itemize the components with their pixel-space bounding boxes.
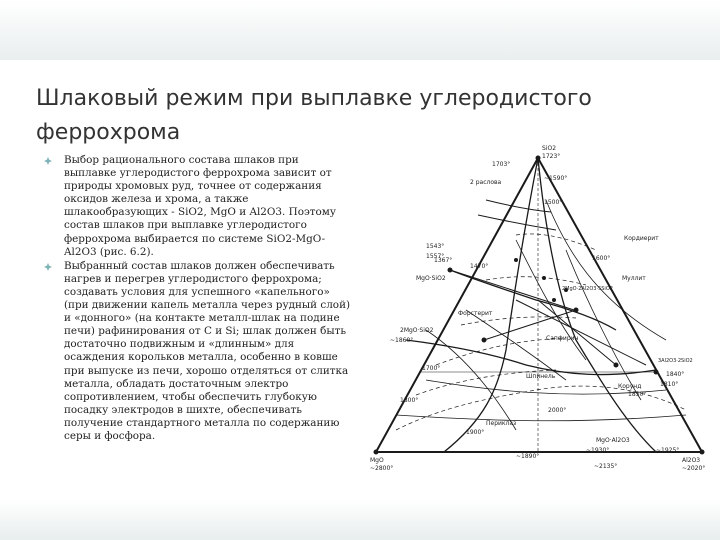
temp-label: 1700°: [422, 365, 441, 372]
bullet-marker-icon: [44, 263, 52, 271]
bullet-text: Выбор рационального состава шлаков при выплавке углеродистого феррохрома зависит от природы хромовых руд, точнее от содержания оксидов железа и хрома, а также шлакообразующих - SiO2, MgO и Al2O3. Поэтому состав шлаков при выплавке углеродистого феррохрома выбирается по системе SiO2-MgO-Al2O3 (рис. 6.2).: [64, 154, 336, 258]
apex-top-label: SiO2: [542, 145, 557, 152]
temp-label: ~1590°: [544, 175, 568, 182]
temp-label: 1840°: [666, 371, 685, 378]
forsterite-formula-label: 2MgO·SiO2: [400, 327, 434, 334]
bullet-item: [42, 154, 352, 259]
temp-label: ~2135°: [594, 463, 618, 470]
forsterite-label: Форстерит: [458, 310, 493, 317]
temp-label: 2000°: [548, 407, 567, 414]
bullet-marker-icon: [44, 157, 52, 165]
temp-label: 1850°: [628, 391, 647, 398]
two-liquids-label: 2 раслова: [470, 179, 502, 186]
temp-label: 1557°: [426, 253, 445, 260]
temp-label: ~1925°: [656, 447, 680, 454]
phase-diagram: [366, 140, 720, 486]
temp-label: 1470°: [470, 263, 489, 270]
apex-right-label: Al2O3: [682, 457, 701, 464]
temp-label: 1600°: [592, 255, 611, 262]
apex-left-label: MgO: [370, 457, 384, 464]
temp-label: 1810°: [660, 381, 679, 388]
temp-label: ~1930°: [586, 447, 610, 454]
apex-left-temp: ~2800°: [370, 465, 394, 472]
temp-label: 1800°: [400, 397, 419, 404]
mullite-formula-label: 3Al2O3·2SiO2: [658, 358, 693, 364]
temp-label: 1543°: [426, 243, 445, 250]
temp-label: ~1890°: [516, 453, 540, 460]
spinel-label: Шпинель: [526, 373, 556, 380]
temp-label: 1500°: [544, 199, 563, 206]
sapphirine-label: Сапфирин: [546, 335, 579, 342]
temp-label: ~1860°: [390, 337, 414, 344]
periclase-label: Периклаз: [486, 420, 517, 427]
cordierite-label: Кордиерит: [624, 235, 659, 242]
footer-band: [0, 500, 720, 540]
cordierite-formula-label: 2MgO·2Al2O3·5SiO2: [562, 286, 613, 292]
slide-title: Шлаковый режим при выплавке углеродистого феррохрома: [36, 86, 592, 145]
diagram-labels: [370, 145, 705, 472]
bullet-item: [42, 260, 352, 443]
mullite-label: Муллит: [622, 275, 646, 282]
apex-right-temp: ~2020°: [682, 465, 706, 472]
corundum-label: Корунд: [618, 383, 642, 390]
compound-points: [374, 156, 705, 455]
header-band: [0, 0, 720, 60]
bullet-text: Выбранный состав шлаков должен обеспечивать нагрев и перегрев углеродистого феррохрома; создавать условия для успешного «капельного» (при движении капель металла через рудный слой) и «донного» (на контакте металл-шлак на подине печи) рафинирования от C и Si; шлак должен быть достаточно подвижным и «длинным» для осаждения корольков металла, особенно в ковше при выпуске из печи, хорошо отделяться от слитка металла, обладать достаточным электро сопротивлением, чтобы обеспечить глубокую посадку электродов в шихте, обеспечивать получение стандартного металла по содержанию серы и фосфора.: [64, 259, 351, 442]
spinel-formula-label: MgO·Al2O3: [596, 437, 630, 444]
temp-label: 1900°: [466, 429, 485, 436]
temp-label: 1367°: [434, 257, 453, 264]
diagram-frame: [376, 158, 702, 452]
protoenstatite-label: MgO·SiO2: [416, 275, 446, 282]
apex-top-temp: 1723°: [542, 153, 561, 160]
temp-label: 1703°: [492, 161, 511, 168]
bullet-list: [42, 154, 352, 443]
